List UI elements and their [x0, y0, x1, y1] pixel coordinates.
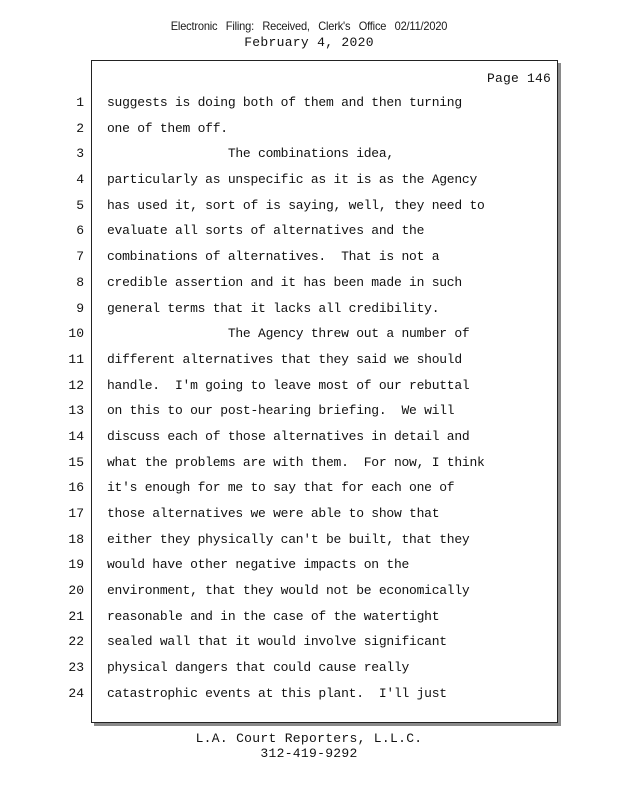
transcript-line: different alternatives that they said we should — [107, 351, 462, 367]
line-number: 23 — [68, 660, 84, 676]
line-number: 5 — [76, 197, 84, 213]
line-number: 18 — [68, 531, 84, 547]
line-number: 20 — [68, 583, 84, 599]
transcript-line: what the problems are with them. For now, I think — [107, 454, 485, 470]
transcript-line: one of them off. — [107, 120, 228, 136]
line-number: 6 — [76, 223, 84, 239]
transcript-line: credible assertion and it has been made in such — [107, 274, 462, 290]
transcript-line: evaluate all sorts of alternatives and the — [107, 223, 425, 239]
line-number: 7 — [76, 249, 84, 265]
line-number: 12 — [68, 377, 84, 393]
line-number: 4 — [76, 172, 84, 188]
transcript-line: combinations of alternatives. That is not a — [107, 249, 440, 265]
transcript-line: sealed wall that it would involve significant — [107, 634, 447, 650]
transcript-line: environment, that they would not be economically — [107, 583, 470, 599]
line-number: 1 — [76, 95, 84, 110]
line-number: 16 — [68, 480, 84, 496]
footer-company: L.A. Court Reporters, L.L.C. — [195, 731, 423, 746]
transcript-line: has used it, sort of is saying, well, they need to — [107, 197, 485, 213]
line-number: 11 — [68, 351, 84, 367]
transcript-line: it's enough for me to say that for each one of — [107, 480, 455, 496]
line-number: 14 — [68, 428, 84, 444]
line-number: 21 — [68, 608, 84, 624]
line-number: 2 — [76, 120, 84, 136]
transcript-line: handle. I'm going to leave most of our rebuttal — [107, 377, 470, 393]
line-number: 15 — [68, 454, 84, 470]
transcript-line: general terms that it lacks all credibility. — [107, 300, 440, 316]
line-number: 17 — [68, 506, 84, 521]
transcript-line: catastrophic events at this plant. I'll just — [107, 685, 447, 701]
line-number: 10 — [68, 326, 84, 342]
line-number: 9 — [76, 300, 84, 316]
hearing-date: February 4, 2020 — [244, 35, 374, 50]
line-number: 8 — [76, 274, 84, 290]
transcript-line: particularly as unspecific as it is as the Agency — [107, 172, 478, 188]
transcript-line: physical dangers that could cause really — [107, 660, 410, 676]
line-number: 24 — [68, 685, 84, 701]
transcript-line: would have other negative impacts on the — [107, 557, 410, 573]
line-number: 19 — [68, 557, 84, 573]
transcript-line: those alternatives we were able to show that — [107, 506, 440, 521]
line-numbers-column — [60, 92, 84, 709]
line-number: 13 — [68, 403, 84, 419]
transcript-line: on this to our post-hearing briefing. We will — [107, 403, 455, 419]
transcript-line: reasonable and in the case of the watertight — [107, 608, 440, 624]
transcript-line: suggests is doing both of them and then turning — [107, 95, 462, 110]
footer-phone: 312-419-9292 — [260, 746, 358, 761]
transcript-line: discuss each of those alternatives in detail and — [107, 428, 470, 444]
transcript-line: either they physically can't be built, that they — [107, 531, 470, 547]
transcript-line: The Agency threw out a number of — [107, 326, 470, 342]
page-number: Page 146 — [486, 71, 551, 86]
filing-stamp: Electronic Filing: Received, Clerk's Office 02/11/2020 — [170, 19, 448, 33]
transcript-line: The combinations idea, — [107, 146, 394, 162]
line-number: 3 — [76, 146, 84, 162]
line-number: 22 — [68, 634, 84, 650]
transcript-body — [107, 92, 547, 709]
